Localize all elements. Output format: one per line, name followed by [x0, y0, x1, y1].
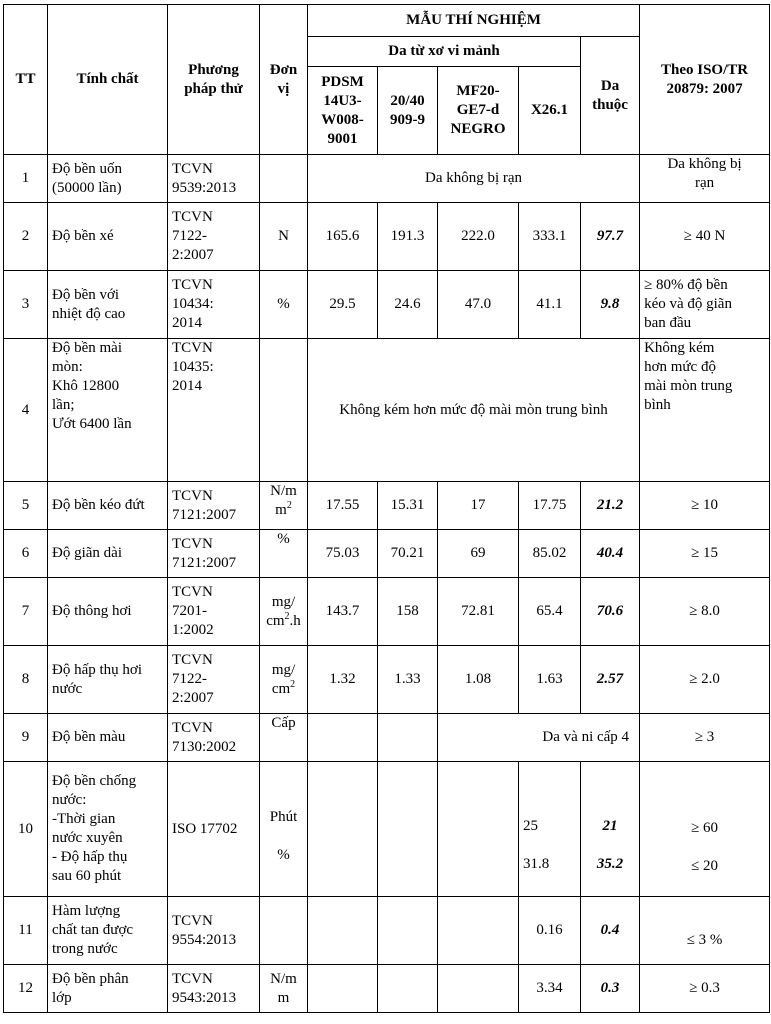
table-row	[4, 965, 770, 1013]
header-microfiber: Da từ xơ vi mảnh	[308, 37, 581, 67]
row-method: TCVN 7122- 2:2007	[168, 203, 260, 271]
row-value-2: 1.33	[378, 646, 438, 714]
row-tt: 9	[4, 714, 48, 762]
row-value-2	[378, 965, 438, 1013]
row-tt: 6	[4, 530, 48, 578]
row-value-3: 17	[438, 482, 519, 530]
row-unit	[260, 646, 308, 714]
row-value-tanned: 21.2	[581, 482, 640, 530]
row-tt: 12	[4, 965, 48, 1013]
table-row	[4, 155, 770, 203]
row-unit	[260, 339, 308, 482]
header-tanned: Da thuộc	[581, 37, 640, 155]
row-iso: ≥ 15	[640, 530, 770, 578]
row-property: Độ bền phân lớp	[48, 965, 168, 1013]
table-row	[4, 339, 770, 482]
row-unit	[260, 578, 308, 646]
row-value-4: 1.63	[519, 646, 581, 714]
row-value-2: 191.3	[378, 203, 438, 271]
row-value-tanned: 9.8	[581, 271, 640, 339]
row-method: TCVN 7130:2002	[168, 714, 260, 762]
row-property: Độ bền màu	[48, 714, 168, 762]
header-method: Phương pháp thử	[168, 5, 260, 155]
unit-superscript: 2	[286, 500, 292, 511]
row-tt: 11	[4, 897, 48, 965]
header-sample-1: PDSM 14U3- W008- 9001	[308, 67, 378, 155]
row-property: Độ bền kéo đứt	[48, 482, 168, 530]
row-value-1: 75.03	[308, 530, 378, 578]
row-value-3: 47.0	[438, 271, 519, 339]
row-tt: 8	[4, 646, 48, 714]
table-row	[4, 482, 770, 530]
row-property: Độ bền mài mòn: Khô 12800 lần; Ướt 6400 lần	[48, 339, 168, 482]
row-tt: 3	[4, 271, 48, 339]
row-value-1	[308, 762, 378, 897]
row-value-2: 70.21	[378, 530, 438, 578]
row-value-4: 85.02	[519, 530, 581, 578]
row-value-1: 29.5	[308, 271, 378, 339]
table-row	[4, 578, 770, 646]
row-iso: Da không bị rạn	[640, 155, 770, 203]
row-method: TCVN 9543:2013	[168, 965, 260, 1013]
row-value-1: 165.6	[308, 203, 378, 271]
row-unit	[260, 897, 308, 965]
row-value-tanned: 97.7	[581, 203, 640, 271]
row-value-1: 17.55	[308, 482, 378, 530]
row-iso: ≤ 3 %	[640, 897, 770, 965]
row-merged-value: Da không bị rạn	[308, 155, 640, 203]
row-value-3: 69	[438, 530, 519, 578]
row-tt: 4	[4, 339, 48, 482]
row-value-2	[378, 762, 438, 897]
unit-part: cm	[271, 680, 291, 697]
unit-part: mg/	[271, 661, 296, 678]
row-unit	[260, 482, 308, 530]
row-property: Độ bền với nhiệt độ cao	[48, 271, 168, 339]
row-value-4: 65.4	[519, 578, 581, 646]
row-value-1: 1.32	[308, 646, 378, 714]
row-method: ISO 17702	[168, 762, 260, 897]
row-value-4: 333.1	[519, 203, 581, 271]
table-row	[4, 714, 770, 762]
row-unit: Phút %	[260, 762, 308, 897]
row-property: Độ giãn dài	[48, 530, 168, 578]
row-value-4: 3.34	[519, 965, 581, 1013]
row-value-1	[308, 714, 378, 762]
row-unit: N	[260, 203, 308, 271]
row-tt: 2	[4, 203, 48, 271]
row-iso: ≥ 0.3	[640, 965, 770, 1013]
row-value-tanned: 0.3	[581, 965, 640, 1013]
row-iso: ≥ 2.0	[640, 646, 770, 714]
row-value-tanned: 21 35.2	[581, 762, 640, 897]
row-method: TCVN 7121:2007	[168, 530, 260, 578]
row-method: TCVN 10435: 2014	[168, 339, 260, 482]
row-value-tanned: 40.4	[581, 530, 640, 578]
row-merged-value: Da và ni cấp 4	[438, 714, 640, 762]
unit-part: .h	[289, 612, 301, 629]
row-iso: ≥ 80% độ bền kéo và độ giãn ban đầu	[640, 271, 770, 339]
row-unit: Cấp	[260, 714, 308, 762]
row-property: Độ bền uốn (50000 lần)	[48, 155, 168, 203]
header-iso: Theo ISO/TR 20879: 2007	[640, 5, 770, 155]
row-value-3	[438, 897, 519, 965]
row-tt: 7	[4, 578, 48, 646]
row-iso: ≥ 60 ≤ 20	[640, 762, 770, 897]
row-value-4: 0.16	[519, 897, 581, 965]
row-property: Hàm lượng chất tan được trong nước	[48, 897, 168, 965]
row-merged-value: Không kém hơn mức độ mài mòn trung bình	[308, 339, 640, 482]
header-sample-4: X26.1	[519, 67, 581, 155]
row-unit: %	[260, 530, 308, 578]
row-value-3: 222.0	[438, 203, 519, 271]
row-property: Độ thông hơi	[48, 578, 168, 646]
header-unit: Đơn vị	[260, 5, 308, 155]
row-method: TCVN 7122- 2:2007	[168, 646, 260, 714]
row-value-4: 25 31.8	[519, 762, 581, 897]
row-value-3	[438, 965, 519, 1013]
row-iso: ≥ 8.0	[640, 578, 770, 646]
row-iso: ≥ 3	[640, 714, 770, 762]
row-method: TCVN 9554:2013	[168, 897, 260, 965]
row-property: Độ bền chống nước: -Thời gian nước xuyên - Độ hấp thụ sau 60 phút	[48, 762, 168, 897]
row-value-3: 1.08	[438, 646, 519, 714]
unit-part: cm	[266, 612, 285, 629]
row-tt: 5	[4, 482, 48, 530]
row-iso: ≥ 10	[640, 482, 770, 530]
table-row	[4, 203, 770, 271]
row-value-1: 143.7	[308, 578, 378, 646]
row-value-3: 72.81	[438, 578, 519, 646]
row-method: TCVN 7201- 1:2002	[168, 578, 260, 646]
test-results-table	[3, 4, 770, 1013]
row-iso: Không kém hơn mức độ mài mòn trung bình	[640, 339, 770, 482]
row-value-4: 17.75	[519, 482, 581, 530]
row-unit: N/m m	[260, 965, 308, 1013]
row-method: TCVN 9539:2013	[168, 155, 260, 203]
row-value-3	[438, 762, 519, 897]
unit-part: mg/	[271, 593, 296, 610]
row-value-2	[378, 714, 438, 762]
row-method: TCVN 7121:2007	[168, 482, 260, 530]
table-row	[4, 897, 770, 965]
row-value-1	[308, 897, 378, 965]
row-method: TCVN 10434: 2014	[168, 271, 260, 339]
row-value-2	[378, 897, 438, 965]
row-unit	[260, 155, 308, 203]
table-row	[4, 762, 770, 897]
row-iso: ≥ 40 N	[640, 203, 770, 271]
row-value-tanned: 2.57	[581, 646, 640, 714]
header-sample-2: 20/40 909-9	[378, 67, 438, 155]
row-property: Độ bền xé	[48, 203, 168, 271]
table-row	[4, 271, 770, 339]
header-samples: MẪU THÍ NGHIỆM	[308, 5, 640, 37]
unit-superscript: 2	[284, 610, 290, 622]
header-sample-3: MF20- GE7-d NEGRO	[438, 67, 519, 155]
table-row	[4, 530, 770, 578]
unit-part: N/m	[270, 483, 297, 499]
header-property: Tính chất	[48, 5, 168, 155]
unit-superscript: 2	[290, 678, 296, 690]
row-value-1	[308, 965, 378, 1013]
row-value-2: 158	[378, 578, 438, 646]
header-tt: TT	[4, 5, 48, 155]
row-unit: %	[260, 271, 308, 339]
unit-part: m	[275, 502, 287, 518]
row-value-2: 15.31	[378, 482, 438, 530]
row-property: Độ hấp thụ hơi nước	[48, 646, 168, 714]
row-tt: 10	[4, 762, 48, 897]
row-value-4: 41.1	[519, 271, 581, 339]
row-tt: 1	[4, 155, 48, 203]
row-value-tanned: 0.4	[581, 897, 640, 965]
table-row	[4, 646, 770, 714]
row-value-2: 24.6	[378, 271, 438, 339]
row-value-tanned: 70.6	[581, 578, 640, 646]
